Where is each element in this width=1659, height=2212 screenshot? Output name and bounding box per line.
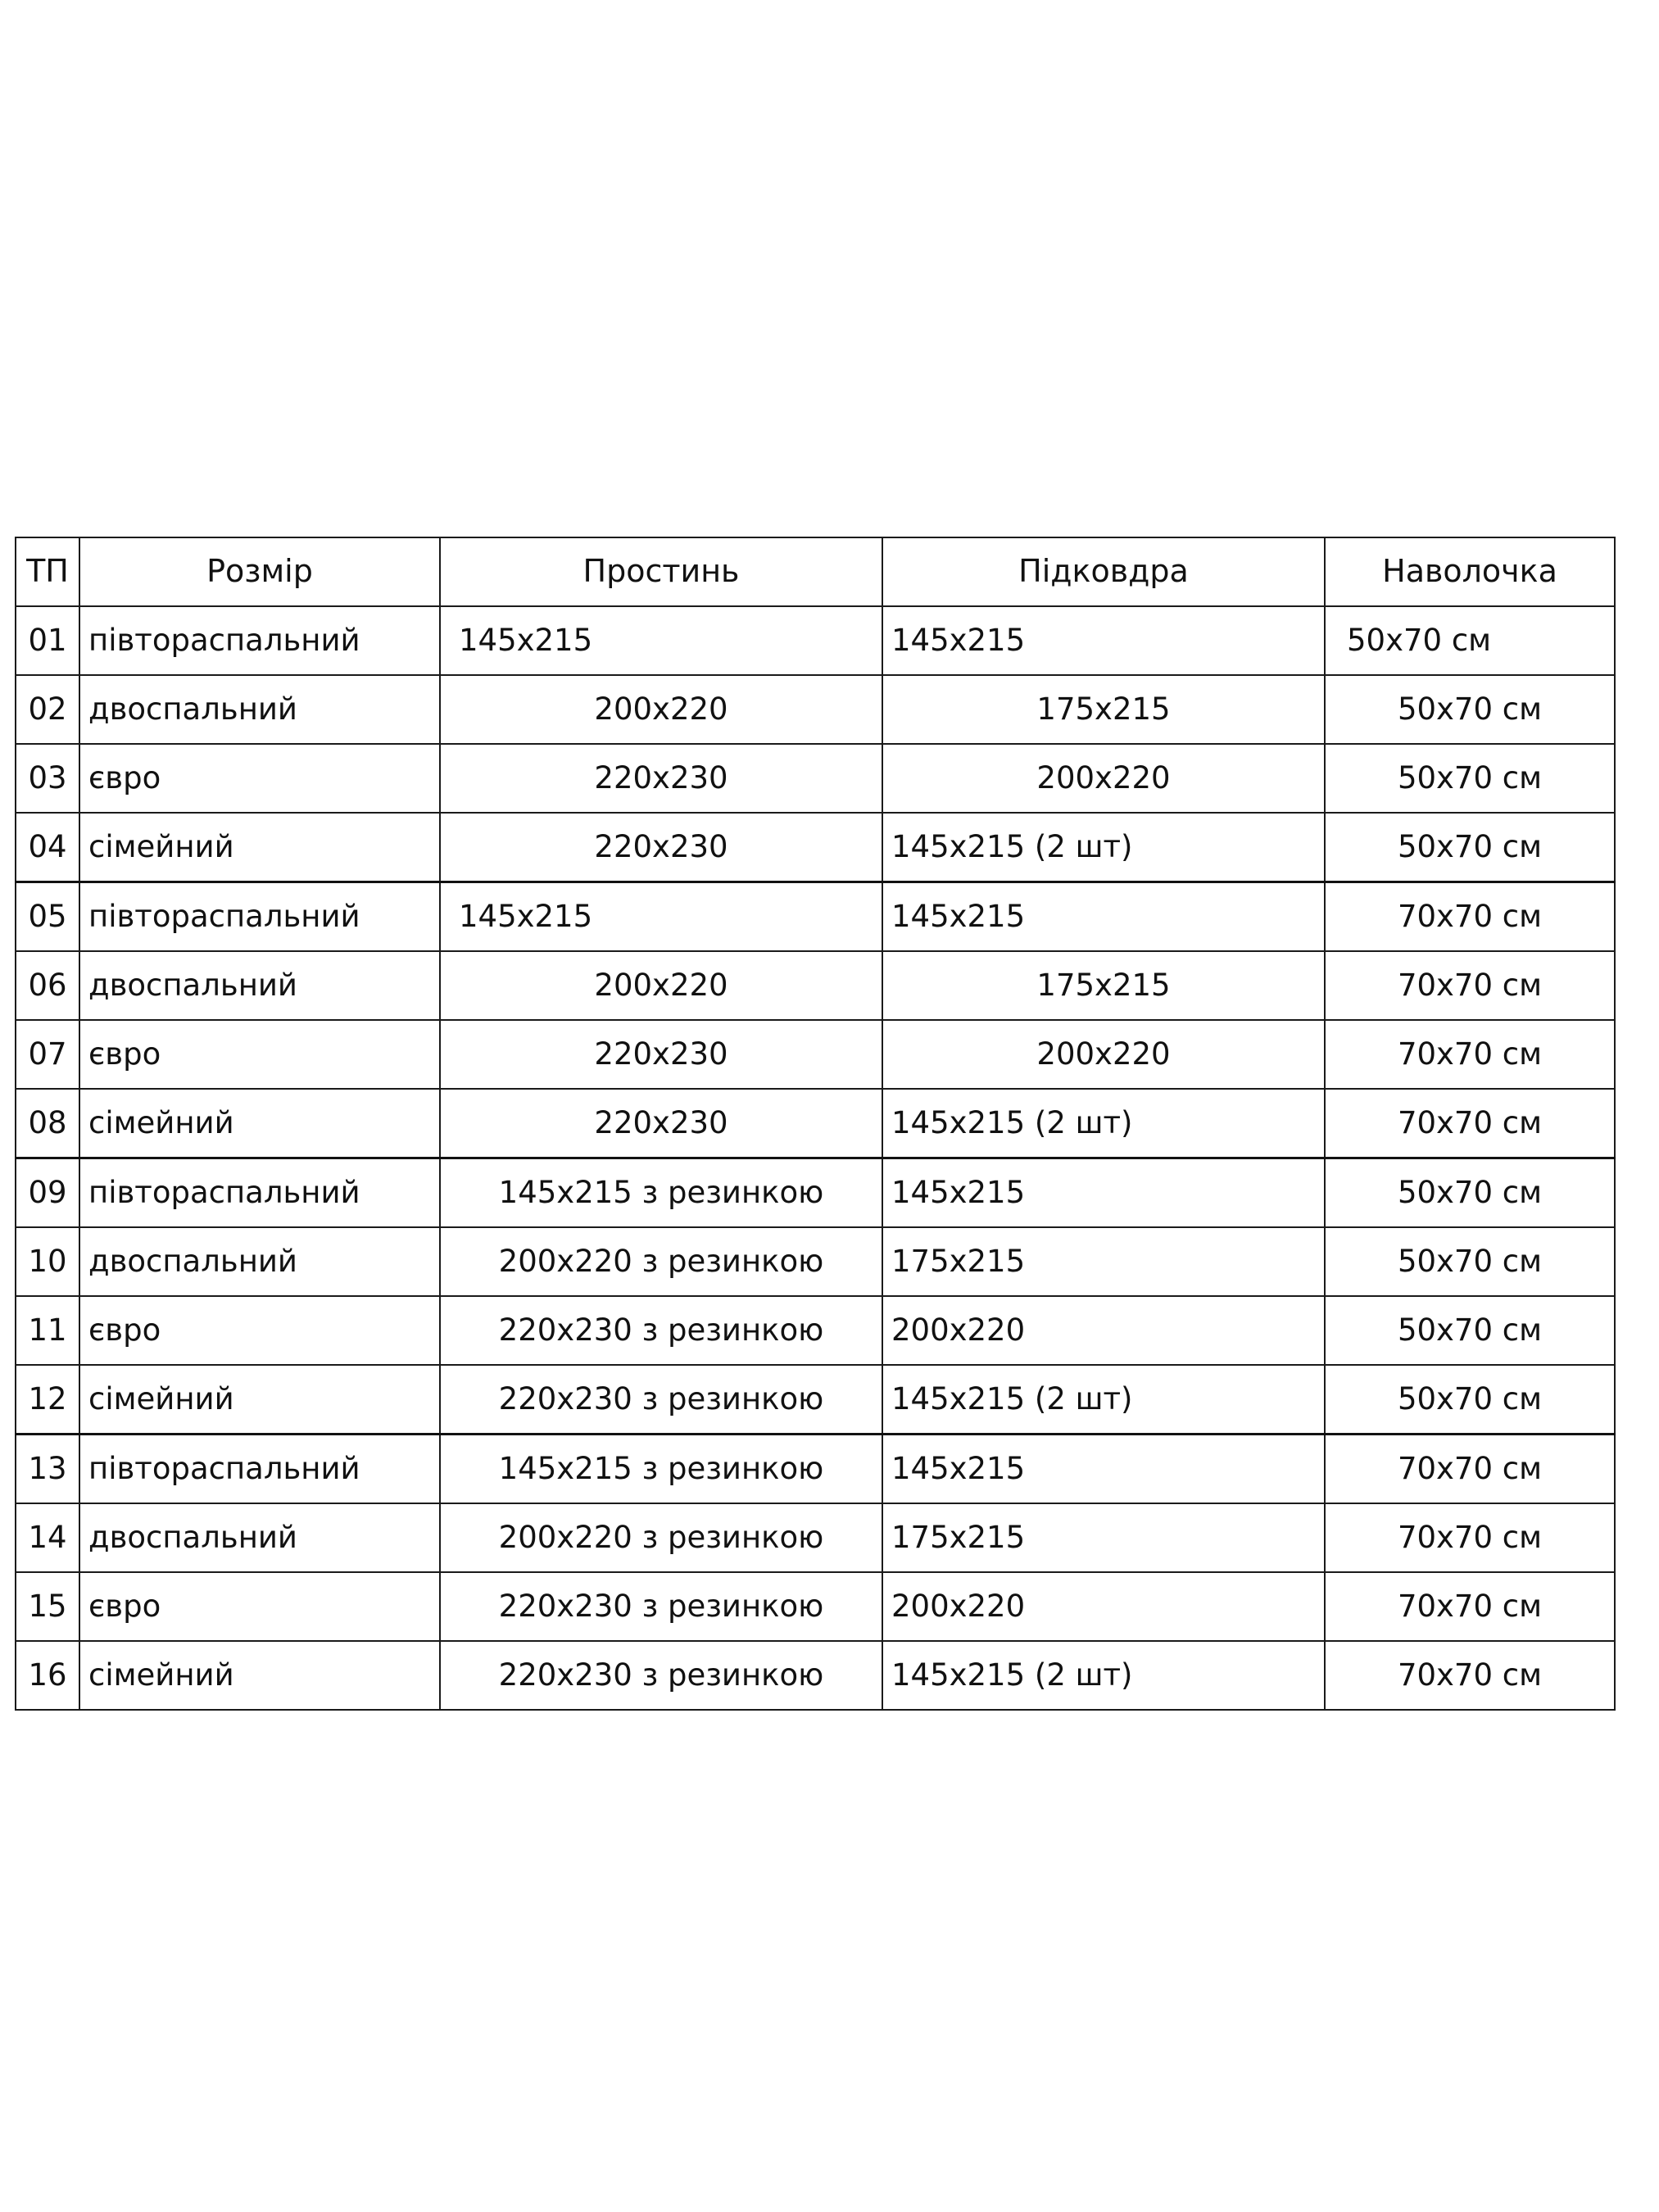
cell-tp: 13: [16, 1435, 79, 1504]
cell-pillow: 70х70 см: [1325, 1435, 1615, 1504]
cell-sheet: 200х220 з резинкою: [440, 1227, 882, 1296]
cell-duvet: 145х215 (2 шт): [882, 813, 1325, 882]
cell-duvet: 200х220: [882, 1572, 1325, 1641]
cell-size: сімейний: [79, 1641, 440, 1710]
cell-tp: 02: [16, 675, 79, 744]
cell-size: євро: [79, 1020, 440, 1089]
bedding-size-table: [15, 537, 1616, 1711]
table-header-row: [16, 537, 1615, 606]
cell-pillow: 50х70 см: [1325, 606, 1615, 675]
cell-size: двоспальний: [79, 675, 440, 744]
cell-pillow: 70х70 см: [1325, 951, 1615, 1020]
cell-pillow: 50х70 см: [1325, 1227, 1615, 1296]
cell-pillow: 50х70 см: [1325, 675, 1615, 744]
cell-pillow: 70х70 см: [1325, 1020, 1615, 1089]
column-header-tp: ТП: [16, 537, 79, 606]
cell-duvet: 200х220: [882, 744, 1325, 813]
cell-sheet: 220х230: [440, 744, 882, 813]
cell-duvet: 145х215: [882, 1158, 1325, 1228]
cell-tp: 10: [16, 1227, 79, 1296]
cell-size: сімейний: [79, 813, 440, 882]
cell-tp: 05: [16, 882, 79, 952]
cell-size: євро: [79, 1572, 440, 1641]
cell-size: сімейний: [79, 1365, 440, 1435]
cell-size: двоспальний: [79, 951, 440, 1020]
cell-sheet: 220х230 з резинкою: [440, 1296, 882, 1365]
size-chart-container: [15, 537, 1645, 1711]
table-row: [16, 1296, 1615, 1365]
cell-tp: 11: [16, 1296, 79, 1365]
cell-duvet: 145х215 (2 шт): [882, 1365, 1325, 1435]
cell-tp: 15: [16, 1572, 79, 1641]
cell-tp: 01: [16, 606, 79, 675]
table-row: [16, 1158, 1615, 1228]
cell-duvet: 145х215 (2 шт): [882, 1641, 1325, 1710]
column-header-size: Розмір: [79, 537, 440, 606]
cell-duvet: 145х215: [882, 882, 1325, 952]
cell-sheet: 145х215 з резинкою: [440, 1158, 882, 1228]
cell-sheet: 220х230 з резинкою: [440, 1572, 882, 1641]
cell-size: півтораспальний: [79, 882, 440, 952]
table-header: [16, 537, 1615, 606]
cell-duvet: 175х215: [882, 1503, 1325, 1572]
cell-size: двоспальний: [79, 1503, 440, 1572]
cell-duvet: 145х215: [882, 606, 1325, 675]
cell-sheet: 145х215: [440, 606, 882, 675]
column-header-duvet: Підковдра: [882, 537, 1325, 606]
cell-tp: 09: [16, 1158, 79, 1228]
cell-pillow: 70х70 см: [1325, 1572, 1615, 1641]
cell-sheet: 145х215 з резинкою: [440, 1435, 882, 1504]
column-header-sheet: Простинь: [440, 537, 882, 606]
cell-tp: 08: [16, 1089, 79, 1158]
cell-pillow: 70х70 см: [1325, 1503, 1615, 1572]
table-body: [16, 606, 1615, 1710]
cell-size: півтораспальний: [79, 1435, 440, 1504]
table-row: [16, 744, 1615, 813]
cell-duvet: 145х215: [882, 1435, 1325, 1504]
table-row: [16, 1089, 1615, 1158]
table-row: [16, 1503, 1615, 1572]
cell-size: півтораспальний: [79, 1158, 440, 1228]
cell-tp: 14: [16, 1503, 79, 1572]
cell-duvet: 175х215: [882, 1227, 1325, 1296]
cell-duvet: 175х215: [882, 951, 1325, 1020]
table-row: [16, 882, 1615, 952]
cell-size: сімейний: [79, 1089, 440, 1158]
cell-tp: 12: [16, 1365, 79, 1435]
cell-duvet: 145х215 (2 шт): [882, 1089, 1325, 1158]
cell-duvet: 200х220: [882, 1296, 1325, 1365]
cell-sheet: 200х220: [440, 951, 882, 1020]
cell-sheet: 200х220: [440, 675, 882, 744]
cell-pillow: 50х70 см: [1325, 1365, 1615, 1435]
cell-sheet: 200х220 з резинкою: [440, 1503, 882, 1572]
cell-tp: 04: [16, 813, 79, 882]
cell-tp: 06: [16, 951, 79, 1020]
table-row: [16, 813, 1615, 882]
table-row: [16, 606, 1615, 675]
cell-pillow: 70х70 см: [1325, 882, 1615, 952]
table-row: [16, 1020, 1615, 1089]
table-row: [16, 1572, 1615, 1641]
cell-sheet: 220х230: [440, 1089, 882, 1158]
cell-sheet: 220х230 з резинкою: [440, 1641, 882, 1710]
column-header-pillow: Наволочка: [1325, 537, 1615, 606]
cell-pillow: 70х70 см: [1325, 1089, 1615, 1158]
cell-size: півтораспальний: [79, 606, 440, 675]
cell-tp: 07: [16, 1020, 79, 1089]
cell-size: євро: [79, 744, 440, 813]
table-row: [16, 1435, 1615, 1504]
cell-sheet: 145х215: [440, 882, 882, 952]
cell-pillow: 50х70 см: [1325, 1158, 1615, 1228]
cell-size: двоспальний: [79, 1227, 440, 1296]
table-row: [16, 951, 1615, 1020]
cell-size: євро: [79, 1296, 440, 1365]
table-row: [16, 1641, 1615, 1710]
cell-pillow: 50х70 см: [1325, 813, 1615, 882]
table-row: [16, 675, 1615, 744]
cell-duvet: 200х220: [882, 1020, 1325, 1089]
cell-tp: 03: [16, 744, 79, 813]
table-row: [16, 1365, 1615, 1435]
table-row: [16, 1227, 1615, 1296]
cell-sheet: 220х230 з резинкою: [440, 1365, 882, 1435]
cell-sheet: 220х230: [440, 1020, 882, 1089]
cell-tp: 16: [16, 1641, 79, 1710]
cell-pillow: 50х70 см: [1325, 744, 1615, 813]
cell-sheet: 220х230: [440, 813, 882, 882]
cell-duvet: 175х215: [882, 675, 1325, 744]
cell-pillow: 70х70 см: [1325, 1641, 1615, 1710]
cell-pillow: 50х70 см: [1325, 1296, 1615, 1365]
